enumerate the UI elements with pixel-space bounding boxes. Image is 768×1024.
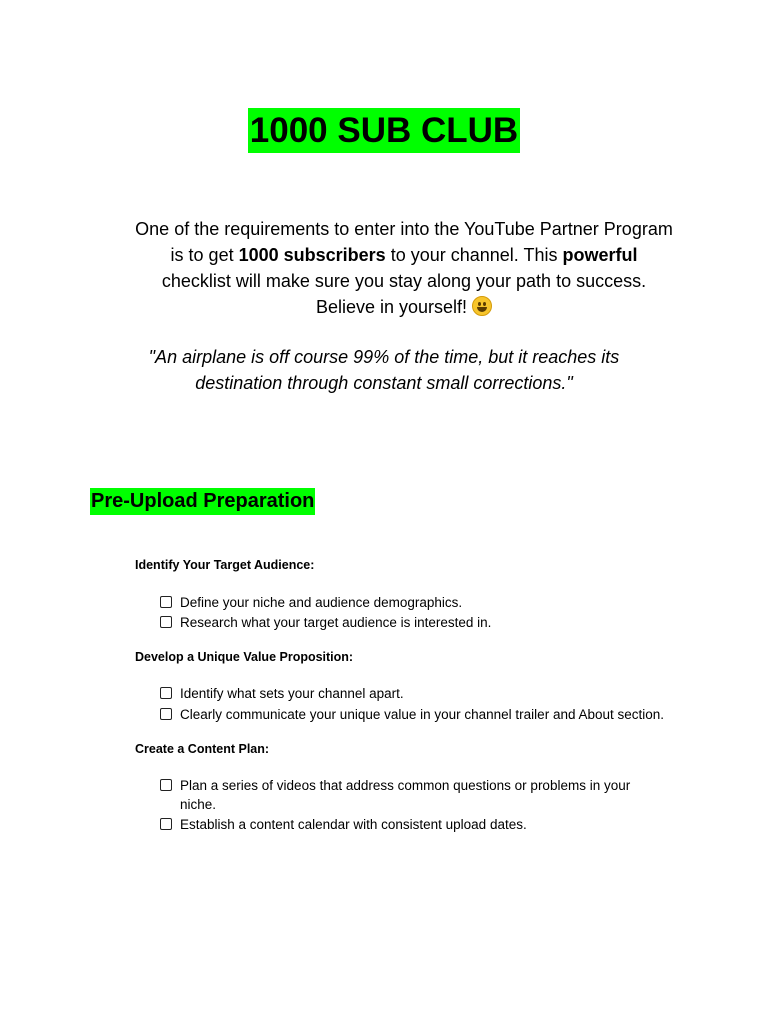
motivational-quote: "An airplane is off course 99% of the time, but it reaches its destination through constant small corrections." (148, 347, 620, 393)
checklist-item[interactable] (160, 705, 680, 724)
intro-text-2: to your channel. This (385, 245, 563, 265)
checkbox-icon[interactable] (160, 616, 172, 628)
checklist-item[interactable] (160, 776, 650, 814)
checkbox-icon[interactable] (160, 818, 172, 830)
intro-bold-powerful: powerful (562, 245, 638, 265)
grinning-face-emoji-icon (472, 296, 492, 316)
checklist-item-text: Clearly communicate your unique value in your channel trailer and About section. (180, 707, 665, 722)
checklist-item-text: Plan a series of videos that address common questions or problems in your niche. (180, 778, 631, 812)
checklist-item[interactable] (160, 613, 680, 632)
checkbox-icon[interactable] (160, 708, 172, 720)
checklist-item-text: Establish a content calendar with consistent upload dates. (180, 817, 527, 832)
page-title: 1000 SUB CLUB (248, 108, 520, 153)
checklist-item-text: Define your niche and audience demographics. (180, 595, 463, 610)
group-heading-content-plan: Create a Content Plan: (135, 742, 270, 756)
intro-paragraph (134, 216, 674, 320)
intro-text-1: One of the requirements to enter into the YouTube Partner Program is to get (135, 219, 673, 265)
checklist-item-text: Research what your target audience is interested in. (180, 615, 492, 630)
checkbox-icon[interactable] (160, 779, 172, 791)
group-heading-target-audience: Identify Your Target Audience: (135, 558, 315, 572)
checklist-item[interactable] (160, 684, 680, 703)
section-heading: Pre-Upload Preparation (90, 488, 315, 515)
intro-bold-subscribers: 1000 subscribers (238, 245, 386, 265)
checkbox-icon[interactable] (160, 596, 172, 608)
checklist-item[interactable] (160, 593, 680, 612)
checklist-item[interactable] (160, 815, 680, 834)
checklist-item-text: Identify what sets your channel apart. (180, 686, 404, 701)
title-container (0, 108, 768, 153)
intro-text-3: checklist will make sure you stay along your path to success. Believe in yourself! (161, 271, 647, 317)
group-heading-value-proposition: Develop a Unique Value Proposition: (135, 650, 354, 664)
checkbox-icon[interactable] (160, 687, 172, 699)
